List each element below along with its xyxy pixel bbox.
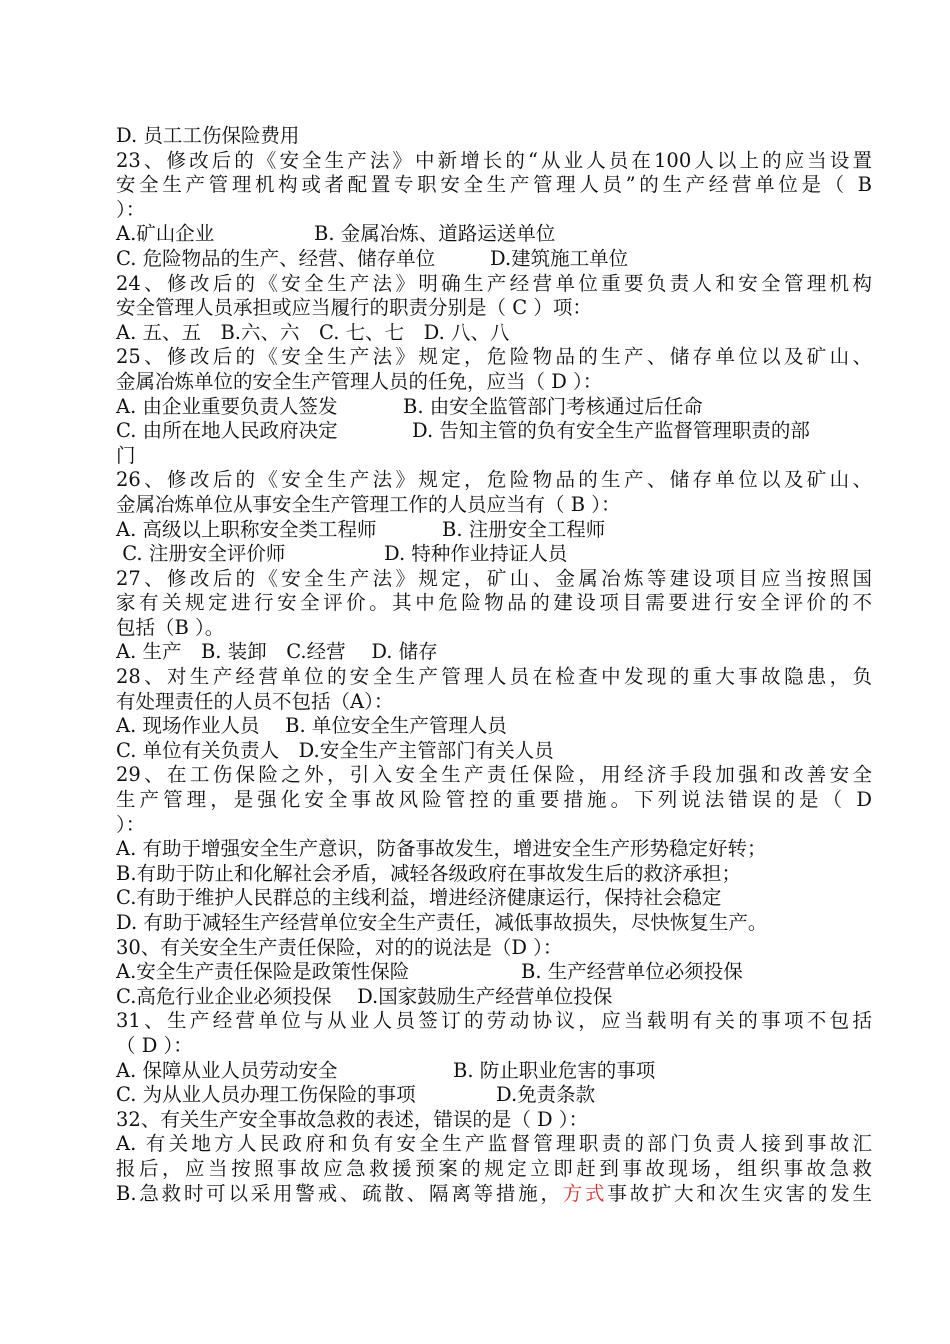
text-line: 30、有关安全生产责任保险，对的的说法是（D ）：: [116, 935, 563, 959]
option-b: B. 生产经营单位必须投保: [521, 960, 743, 984]
text-line: 门: [116, 443, 136, 467]
option-c: C. 注册安全评价师: [116, 542, 286, 566]
text-line: 28、对生产经营单位的安全生产管理人员在检查中发现的重大事故隐患，负: [116, 665, 872, 689]
option-b: B. 金属冶炼、道路运送单位: [314, 222, 556, 246]
text-line: 安全生产管理机构或者配置专职安全生产管理人员”的生产经营单位是（ B: [116, 173, 872, 197]
option-d: D.免责条款: [496, 1083, 596, 1107]
text-line: 金属冶炼单位的安全生产管理人员的任免，应当（ D ）：: [116, 369, 603, 393]
option-line: [116, 395, 872, 420]
option-a: A.矿山企业: [116, 222, 215, 246]
text-line: （ D ）：: [116, 1033, 193, 1057]
option-a: A.安全生产责任保险是政策性保险: [116, 960, 410, 984]
option-line: C. 单位有关负责人 D.安全生产主管部门有关人员: [116, 738, 554, 762]
option-line: [116, 247, 872, 272]
option-a: A. 由企业重要负责人签发: [116, 394, 338, 418]
option-d: D. 告知主管的负有安全生产监督管理职责的部: [412, 419, 810, 443]
option-d: D. 特种作业持证人员: [384, 542, 568, 566]
text-line: ）：: [116, 812, 146, 836]
option-line: [116, 542, 872, 567]
option-a: A. 高级以上职称安全类工程师: [116, 517, 377, 541]
option-line: [116, 518, 872, 543]
option-line: [116, 1083, 872, 1108]
text-line: 包括（B ）。: [116, 615, 225, 639]
text-line: 安全管理人员承担或应当履行的职责分别是（ C ）项：: [116, 296, 592, 320]
text-line: 25、修改后的《安全生产法》规定，危险物品的生产、储存单位以及矿山、: [116, 345, 872, 369]
option-line: [116, 1059, 872, 1084]
text-line: A. 有关地方人民政府和负有安全生产监督管理职责的部门负责人接到事故汇: [116, 1132, 872, 1156]
option-b: B. 注册安全工程师: [442, 517, 606, 541]
option-line: B.有助于防止和化解社会矛盾，减轻各级政府在事故发生后的救济承担；: [116, 861, 742, 885]
text-line: 32、有关生产安全事故急救的表述，错误的是（ D ）：: [116, 1107, 589, 1131]
option-line: [116, 960, 872, 985]
line-text-before: B.急救时可以采用警戒、疏散、隔离等措施，: [116, 1181, 563, 1205]
option-c: C. 由所在地人民政府决定: [116, 419, 338, 443]
option-a: A. 保障从业人员劳动安全: [116, 1058, 338, 1082]
text-line: 26、修改后的《安全生产法》规定，危险物品的生产、储存单位以及矿山、: [116, 468, 872, 492]
highlighted-text: 方式: [562, 1181, 608, 1205]
text-line: 23、修改后的《安全生产法》中新增长的“从业人员在100人以上的应当设置: [116, 148, 872, 172]
text-line: 有处理责任的人员不包括（A）：: [116, 689, 394, 713]
text-line: D. 员工工伤保险费用: [116, 124, 300, 147]
document-page: [116, 124, 872, 1206]
option-b: B. 防止职业危害的事项: [453, 1058, 656, 1082]
option-c: C. 危险物品的生产、经营、储存单位: [116, 246, 436, 270]
text-line: ）：: [116, 197, 146, 221]
text-line: 31、生产经营单位与从业人员签订的劳动协议，应当载明有关的事项不包括: [116, 1009, 872, 1033]
text-line: 24、修改后的《安全生产法》明确生产经营单位重要负责人和安全管理机构: [116, 271, 872, 295]
option-line: [116, 222, 872, 247]
option-b: B. 由安全监管部门考核通过后任命: [403, 394, 703, 418]
option-c: C. 为从业人员办理工伤保险的事项: [116, 1083, 416, 1107]
line-text-after: 事故扩大和次生灾害的发生: [607, 1181, 872, 1205]
option-d: D.建筑施工单位: [490, 246, 629, 270]
option-line: [116, 419, 872, 444]
text-line: [116, 1182, 872, 1207]
option-line: C.高危行业企业必须投保 D.国家鼓励生产经营单位投保: [116, 984, 613, 1008]
option-line: D. 有助于减轻生产经营单位安全生产责任，减低事故损失，尽快恢复生产。: [116, 911, 768, 934]
text-line: 生产管理，是强化安全事故风险管控的重要措施。下列说法错误的是（ D: [116, 788, 872, 812]
text-line: 27、修改后的《安全生产法》规定，矿山、金属冶炼等建设项目应当按照国: [116, 566, 872, 590]
text-line: 家有关规定进行安全评价。其中危险物品的建设项目需要进行安全评价的不: [116, 591, 872, 615]
option-line: A. 五、五 B.六、六 C. 七、七 D. 八、八: [116, 320, 510, 344]
text-line: 29、在工伤保险之外，引入安全生产责任保险，用经济手段加强和改善安全: [116, 763, 872, 787]
option-line: A. 生产 B. 装卸 C.经营 D. 储存: [116, 640, 438, 664]
option-line: A. 现场作业人员 B. 单位安全生产管理人员: [116, 714, 507, 738]
text-line: 金属冶炼单位从事安全生产管理工作的人员应当有（ B ）：: [116, 492, 621, 516]
text-line: 报后，应当按照事故应急救援预案的规定立即赶到事故现场，组织事故急救: [116, 1156, 872, 1180]
option-line: A. 有助于增强安全生产意识，防备事故发生，增进安全生产形势稳定好转；: [116, 837, 767, 861]
option-line: C.有助于维护人民群总的主线利益，增进经济健康运行，保持社会稳定: [116, 886, 722, 910]
